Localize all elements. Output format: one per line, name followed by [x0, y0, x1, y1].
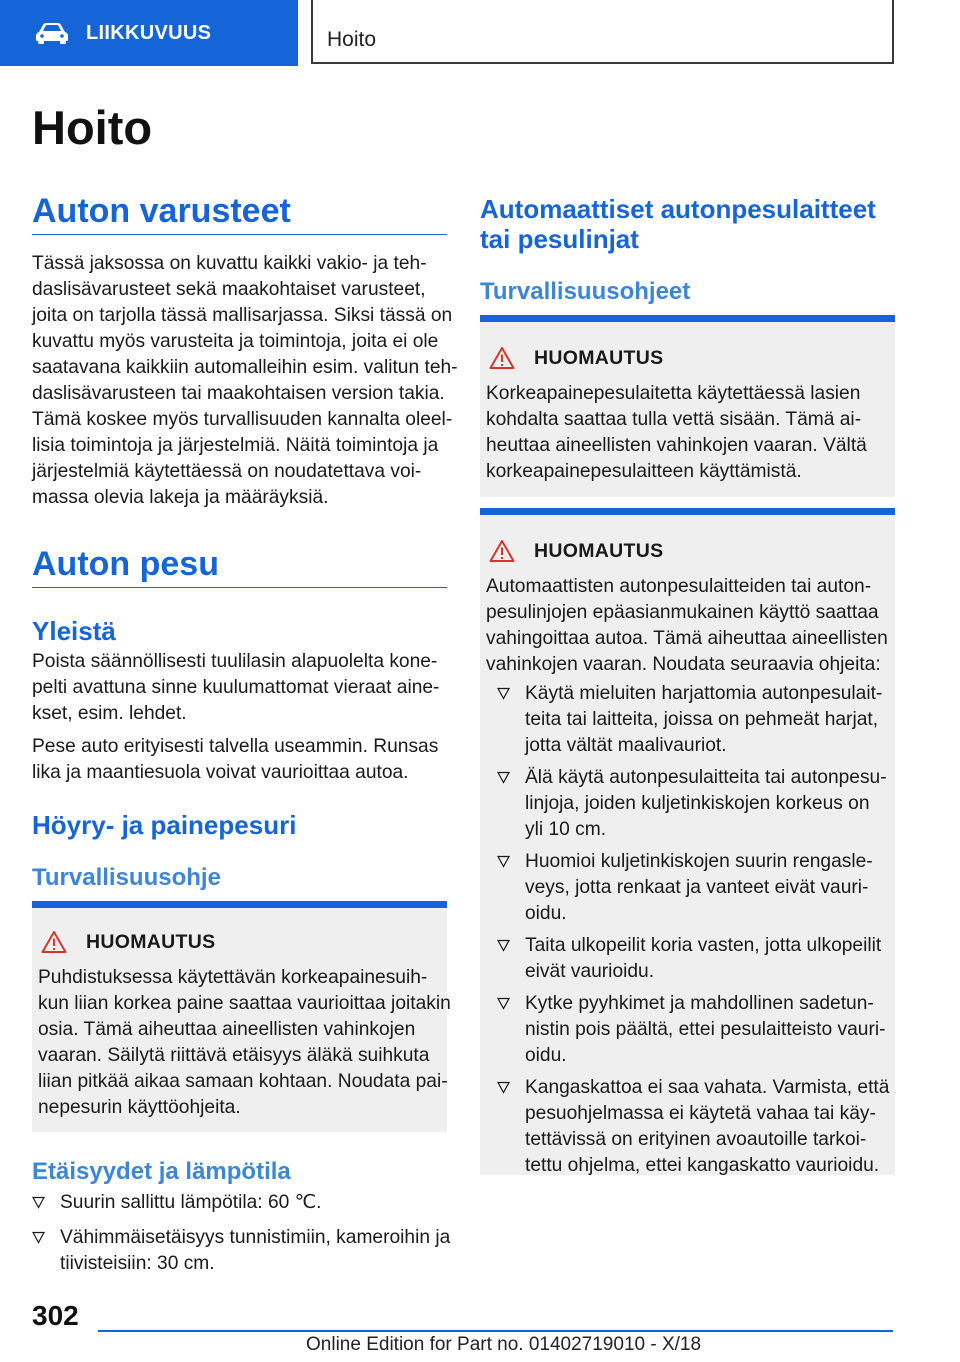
- warning-label: HUOMAUTUS: [534, 346, 664, 369]
- paragraph-yleista-2: Pese auto erityisesti talvella useammin. Runsas lika ja maantiesuola voivat vaurioittaa autoa.: [32, 736, 439, 783]
- list-item: Kytke pyyhkimet ja mahdollinen sadetun- nistin pois päältä, ettei pesulaitteisto vauri- oidu.: [497, 991, 889, 1069]
- list-item: Suurin sallittu lämpötila: 60 ℃.: [32, 1190, 450, 1216]
- section-title: Hoito: [327, 28, 377, 51]
- warning-header: [489, 346, 663, 370]
- heading-yleista: Yleistä: [32, 616, 116, 646]
- bullet-triangle-icon: [32, 1231, 45, 1244]
- subheading-turvallisuusohje: Turvallisuusohje: [32, 864, 221, 891]
- list-item: Älä käytä autonpesulaitteita tai autonpesu- linjoja, joiden kuljetinkiskojen korkeus on yli 10 cm.: [497, 765, 889, 843]
- bullet-triangle-icon: [32, 1196, 45, 1209]
- heading-rule: [32, 234, 447, 235]
- bullet-list-etaisyydet: [32, 1190, 450, 1277]
- bullet-triangle-icon: [497, 1081, 510, 1094]
- warning-text: Automaattisten autonpesulaitteiden tai auton- pesulinjojen epäasianmukainen käyttö saattaa vahingoittaa autoa. Tämä aiheuttaa aineellisten vahinkojen vaaran. Noudata seuraavia ohjeita:: [486, 576, 888, 675]
- bullet-triangle-icon: [497, 939, 510, 952]
- warning-triangle-icon: [41, 930, 67, 954]
- warning-triangle-icon: [489, 346, 515, 370]
- list-item: Taita ulkopeilit koria vasten, jotta ulkopeilit eivät vaurioidu.: [497, 933, 889, 985]
- bullet-triangle-icon: [497, 855, 510, 868]
- heading-auton-varusteet: Auton varusteet: [32, 192, 291, 230]
- bullet-list-ohjeet: [497, 681, 889, 1179]
- heading-automaattiset-autonpesulaitteet: Automaattiset autonpesulaitteet tai pesulinjat: [480, 194, 876, 254]
- heading-rule: [32, 587, 447, 588]
- page-number: 302: [32, 1300, 79, 1331]
- bullet-triangle-icon: [497, 687, 510, 700]
- paragraph-yleista-1: Poista säännöllisesti tuulilasin alapuolelta kone- pelti avattuna sinne kuulumattomat vieraat aine- kset, esim. lehdet.: [32, 651, 440, 724]
- warning-text: Korkeapainepesulaitetta käytettäessä lasien kohdalta saattaa tulla vettä sisään. Tämä ai- heuttaa aineellisten vahinkojen vaaran. Vältä korkeapainepesulaitteen käyttämistä.: [486, 383, 867, 482]
- warning-triangle-icon: [489, 539, 515, 563]
- warning-header: [41, 930, 215, 954]
- bullet-triangle-icon: [497, 771, 510, 784]
- subheading-etaisyydet: Etäisyydet ja lämpötila: [32, 1158, 291, 1185]
- list-item: Huomioi kuljetinkiskojen suurin rengasle- veys, jotta renkaat ja vanteet eivät vauri- oidu.: [497, 849, 889, 927]
- warning-header: [489, 539, 663, 563]
- footer-edition-text: Online Edition for Part no. 01402719010 - X/18: [306, 1334, 702, 1355]
- warning-text: Puhdistuksessa käytettävän korkeapainesuih- kun liian korkea paine saattaa vaurioittaa joitakin osia. Tämä aiheuttaa aineellisten vahinkojen vaaran. Säilytä riittävä etäisyys äläkä suihkuta liian pitkää aikaa samaan kohtaan. Noudata pai- nepesurin käyttöohjeita.: [38, 967, 451, 1118]
- section-tab-label: LIIKKUVUUS: [86, 21, 212, 44]
- list-item: Käytä mieluiten harjattomia autonpesulait- teita tai laitteita, joissa on pehmeät harjat, jotta vältät maalivauriot.: [497, 681, 889, 759]
- section-title-box: [311, 0, 894, 64]
- warning-label: HUOMAUTUS: [86, 930, 216, 953]
- warning-box: [480, 315, 895, 497]
- warning-box: [32, 901, 451, 1132]
- section-tab: [0, 0, 298, 66]
- heading-hoyry-ja-painepesuri: Höyry- ja painepesuri: [32, 810, 297, 840]
- heading-auton-pesu: Auton pesu: [32, 545, 219, 583]
- warning-box: [480, 508, 895, 1175]
- bullet-triangle-icon: [497, 997, 510, 1010]
- list-item: Kangaskattoa ei saa vahata. Varmista, että pesuohjelmassa ei käytetä vahaa tai käy- tettävissä on erityinen avoautoille tarkoi- tettu ohjelma, ettei kangaskatto vaurioidu.: [497, 1075, 889, 1179]
- car-icon: [34, 21, 70, 45]
- footer-rule: [98, 1330, 893, 1332]
- warning-label: HUOMAUTUS: [534, 539, 664, 562]
- page-title: Hoito: [32, 101, 153, 154]
- subheading-turvallisuusohjeet: Turvallisuusohjeet: [480, 278, 691, 305]
- list-item: Vähimmäisetäisyys tunnistimiin, kameroihin ja tiivisteisiin: 30 cm.: [32, 1225, 450, 1277]
- paragraph-auton-varusteet: Tässä jaksossa on kuvattu kaikki vakio- ja teh- daslisävarusteet sekä maakohtaiset varusteet, joita on tarjolla tässä mallisarjassa. Siksi tässä on kuvattu myös varusteita ja toimintoja, joita ei ole saatavana kaikkiin automalleihin esim. valitun teh- daslisävarusteen tai maakohtaisen version takia. Tämä koskee myös turvallisuuden kannalta oleel- lisia toimintoja ja järjestelmiä. Näitä toimintoja ja järjestelmiä käytettäessä on noudatettava voi- massa olevia lakeja ja määräyksiä.: [32, 253, 458, 508]
